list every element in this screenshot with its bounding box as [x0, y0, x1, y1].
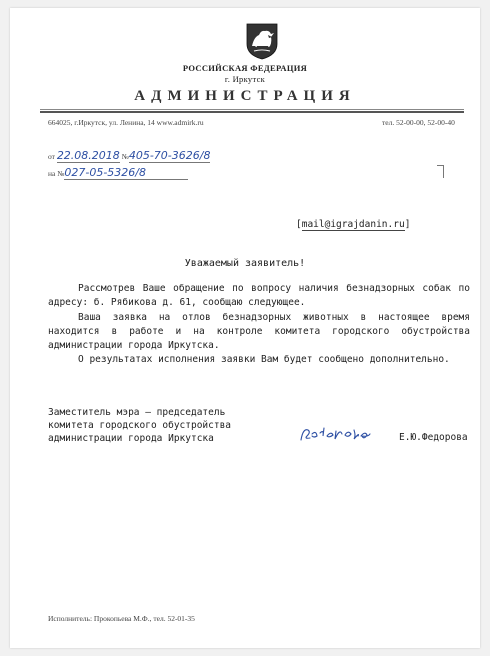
handwritten-signature	[298, 424, 372, 448]
position-line: администрации города Иркутска	[48, 433, 214, 444]
header-divider-thin	[40, 109, 464, 110]
recipient-email-link[interactable]: mail@igrajdanin.ru	[301, 219, 405, 230]
to-label: на №	[48, 169, 65, 178]
registration-from-row	[48, 149, 210, 162]
page-title: АДМИНИСТРАЦИЯ	[134, 88, 356, 104]
letter-body	[48, 282, 470, 368]
body-paragraph: Рассмотрев Ваше обращение по вопросу наличия безнадзорных собак по адресу: б. Рябикова д. 61, сообщаю следующее.	[48, 283, 470, 309]
phone-line: тел. 52-00-00, 52-00-40	[382, 118, 455, 127]
header-divider-thick	[40, 111, 464, 113]
executor-note: Исполнитель: Прокопьева М.Ф., тел. 52-01-35	[48, 614, 195, 623]
signatory-name: Е.Ю.Федорова	[399, 432, 468, 443]
coat-of-arms-icon	[245, 22, 279, 60]
position-line: Заместитель мэра – председатель	[48, 407, 226, 418]
from-label: от	[48, 152, 55, 161]
incoming-number: 027-05-5326/8	[64, 166, 188, 180]
registration-to-row	[48, 166, 188, 180]
body-paragraph: О результатах исполнения заявки Вам будет сообщено дополнительно.	[78, 354, 450, 366]
body-paragraph: Ваша заявка на отлов безнадзорных животных в настоящее время находится в работе и на контроле комитета городского обустройства администрации города Иркутска.	[48, 311, 470, 352]
address-line: 664025, г.Иркутск, ул. Ленина, 14 www.admirk.ru	[48, 118, 204, 127]
outgoing-number: 405-70-3626/8	[128, 149, 211, 162]
position-line: комитета городского обустройства	[48, 420, 232, 431]
federation-label: РОССИЙСКАЯ ФЕДЕРАЦИЯ	[182, 63, 308, 73]
recipient-email: [mail@igrajdanin.ru]	[296, 219, 411, 230]
signatory-position	[48, 406, 231, 445]
letter-date: 22.08.2018	[56, 149, 120, 162]
salutation: Уважаемый заявитель!	[184, 258, 306, 269]
address-corner-mark	[437, 165, 444, 178]
number-label: №	[121, 152, 129, 161]
city-label: г. Иркутск	[224, 74, 266, 84]
